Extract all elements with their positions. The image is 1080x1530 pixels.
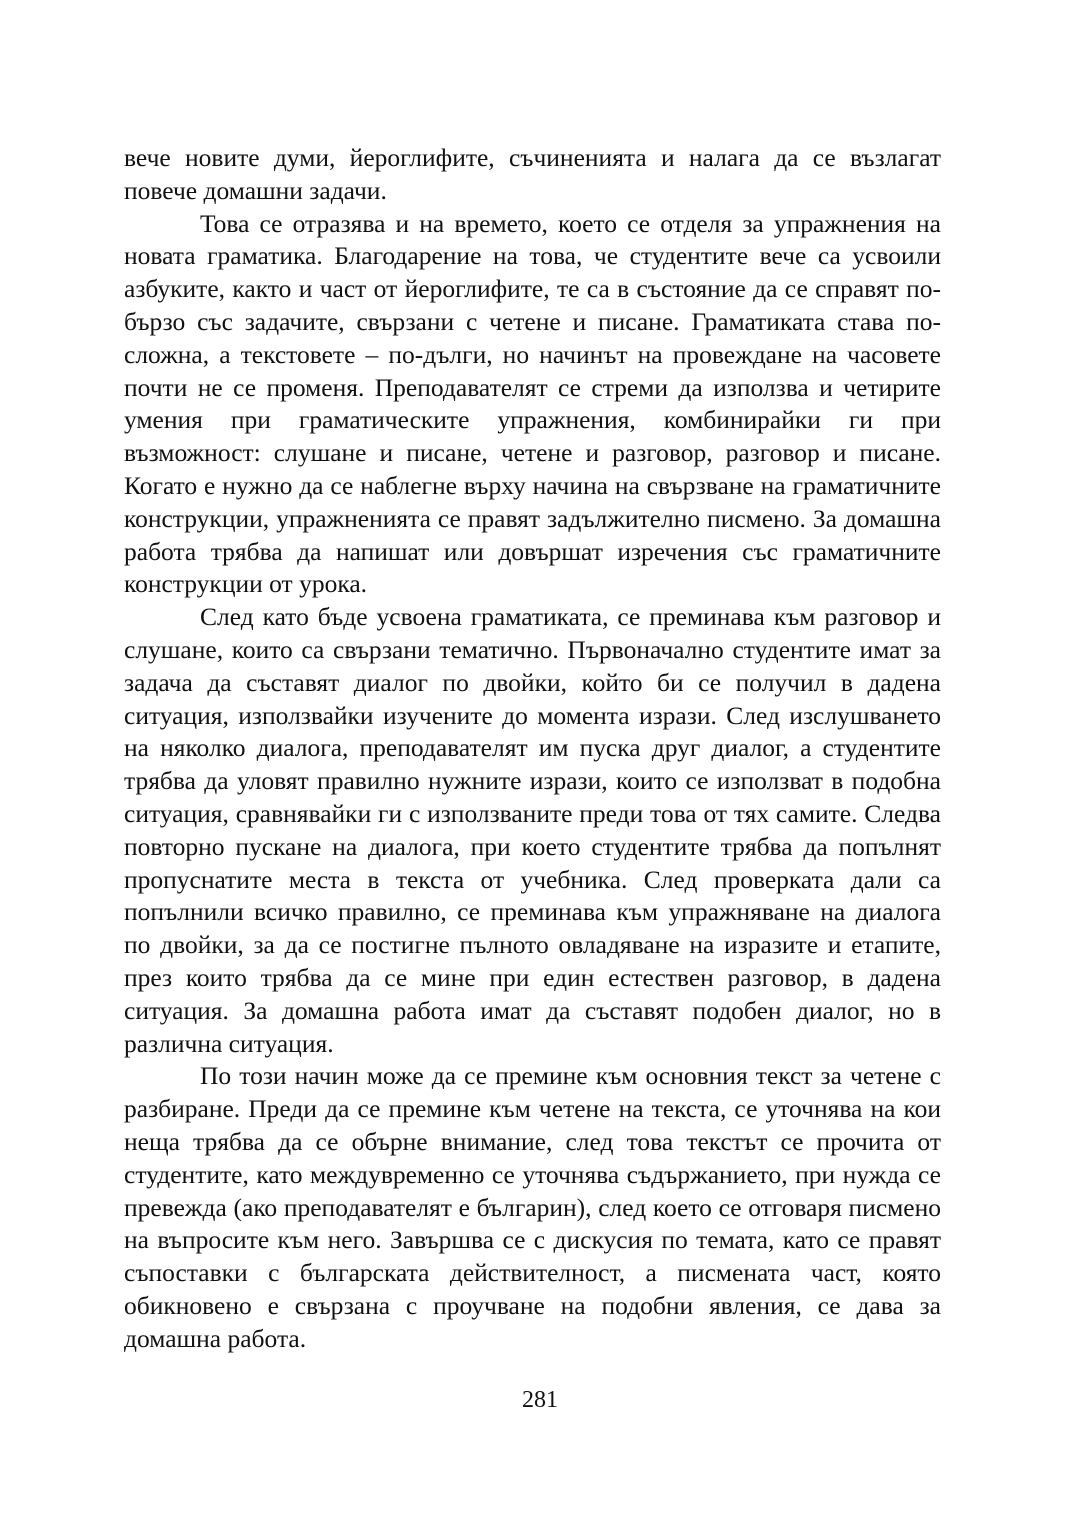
paragraph-conversation-listening: След като бъде усвоена граматиката, се преминава към разговор и слушане, които са свързани тематично. Първоначално студентите имат за задача да съставят диалог по двойки, който би се получил в дадена ситуация, използвайки изучените до момента изрази. След изслушването на няколко диалога, преподавателят им пуска друг диалог, а студентите трябва да уловят правилно нужните изрази, които се използват в подобна ситуация, сравнявайки ги с използваните преди това от тях самите. Следва повторно пускане на диалога, при което студентите трябва да попълнят пропуснатите места в текста от учебника. След проверката дали са попълнили всичко правилно, се преминава към упражняване на диалога по двойки, за да се постигне пълното овладяване на изразите и етапите, през които трябва да се мине при един естествен разговор, в дадена ситуация. За домашна работа имат да съставят подобен диалог, но в различна ситуация.	[124, 602, 941, 1058]
page-body	[124, 142, 941, 1355]
paragraph-continuation: вече новите думи, йероглифите, съчиненията и налага да се възлагат повече домашни задачи.	[124, 143, 941, 205]
page-number: 281	[522, 1387, 558, 1413]
paragraph-reading-comprehension: По този начин може да се премине към основния текст за четене с разбиране. Преди да се премине към четене на текста, се уточнява на кои неща трябва да се обърне внимание, след това текстът се прочита от студентите, като междувременно се уточнява съдържанието, при нужда се превежда (ако преподавателят е българин), след което се отговаря писмено на въпросите към него. Завършва се с дискусия по темата, като се правят съпоставки с българската действителност, а писмената част, която обикновено е свързана с проучване на подобни явления, се дава за домашна работа.	[124, 1061, 941, 1353]
paragraph-grammar-exercises: Това се отразява и на времето, което се отделя за упражнения на новата граматика. Благодарение на това, че студентите вече са усвоили азбуките, както и част от йероглифите, те са в състояние да се справят по-бързо със задачите, свързани с четене и писане. Граматиката става по-сложна, а текстовете – по-дълги, но начинът на провеждане на часовете почти не се променя. Преподавателят се стреми да използва и четирите умения при граматическите упражнения, комбинирайки ги при възможност: слушане и писане, четене и разговор, разговор и писане. Когато е нужно да се наблегне върху начина на свързване на граматичните конструкции, упражненията се правят задължително писмено. За домашна работа трябва да напишат или довършат изречения със граматичните конструкции от урока.	[124, 208, 941, 599]
